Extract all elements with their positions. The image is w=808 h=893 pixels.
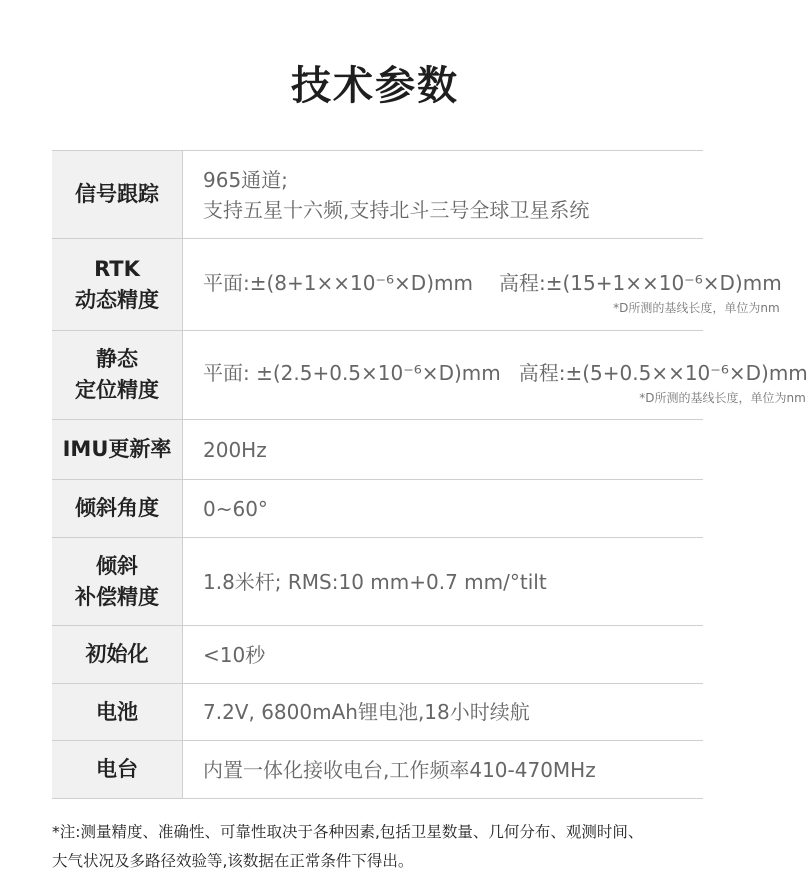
label-line: 动态精度 <box>75 287 159 312</box>
table-row-static-accuracy <box>52 331 808 420</box>
row-value <box>183 239 782 330</box>
footnote-line: 大气状况及多路径效验等,该数据在正常条件下得出。 <box>52 852 414 870</box>
formula-line <box>203 268 782 298</box>
plane-accuracy: 平面:±(8+1××10⁻⁶×D)mm <box>203 270 473 295</box>
value-line: 1.8米杆; RMS:10 mm+0.7 mm/°tilt <box>203 569 547 594</box>
row-label <box>52 151 183 238</box>
baseline-note: *D所测的基线长度，单位为nm <box>613 300 780 315</box>
label-line: 电台 <box>96 757 138 781</box>
formula-line <box>203 358 808 388</box>
spec-table <box>52 150 808 799</box>
row-value <box>183 538 703 625</box>
value-line: 7.2V, 6800mAh锂电池,18小时续航 <box>203 700 530 724</box>
row-label <box>52 480 183 537</box>
row-value <box>183 331 808 419</box>
row-label <box>52 626 183 683</box>
label-line: 静态 <box>96 347 138 371</box>
row-value <box>183 420 703 479</box>
value-line: 200Hz <box>203 437 267 462</box>
label-line: 信号跟踪 <box>75 182 159 206</box>
table-row-signal-tracking <box>52 151 703 239</box>
row-value <box>183 684 703 740</box>
value-line: 支持五星十六频,支持北斗三号全球卫星系统 <box>203 197 590 222</box>
value-line: 内置一体化接收电台,工作频率410-470MHz <box>203 757 596 782</box>
page-title: 技术参数 <box>291 63 459 109</box>
table-row-battery <box>52 684 703 741</box>
table-row-imu-rate <box>52 420 703 480</box>
table-row-radio <box>52 741 703 799</box>
label-line: 补偿精度 <box>75 584 159 609</box>
label-line: 倾斜 <box>96 553 138 578</box>
height-accuracy: 高程:±(5+0.5××10⁻⁶×D)mm <box>518 361 808 385</box>
label-line: 定位精度 <box>75 378 159 402</box>
row-value <box>183 741 703 798</box>
row-value <box>183 626 703 683</box>
row-label <box>52 741 183 798</box>
table-row-tilt-compensation <box>52 538 703 626</box>
label-line: IMU更新率 <box>62 437 172 461</box>
row-value <box>183 151 703 238</box>
row-label <box>52 420 183 479</box>
label-line: 电池 <box>96 699 138 724</box>
row-value <box>183 480 703 537</box>
label-line: 倾斜角度 <box>75 496 159 520</box>
table-row-rtk-accuracy <box>52 239 782 331</box>
value-line: <10秒 <box>203 642 266 667</box>
footnote-line: *注:测量精度、准确性、可靠性取决于各种因素,包括卫星数量、几何分布、观测时间、 <box>52 823 644 841</box>
label-line: 初始化 <box>85 642 149 666</box>
label-line: RTK <box>94 256 140 281</box>
plane-accuracy: 平面: ±(2.5+0.5×10⁻⁶×D)mm <box>203 361 501 385</box>
row-label <box>52 684 183 740</box>
height-accuracy: 高程:±(15+1××10⁻⁶×D)mm <box>498 270 782 295</box>
value-line: 0~60° <box>203 496 268 521</box>
baseline-note: *D所测的基线长度，单位为nm <box>639 391 806 405</box>
row-label <box>52 331 183 419</box>
table-row-initialization <box>52 626 703 684</box>
footnote <box>52 818 742 876</box>
value-line: 965通道; <box>203 167 288 192</box>
row-label <box>52 538 183 625</box>
row-label <box>52 239 183 330</box>
table-row-tilt-angle <box>52 480 703 538</box>
